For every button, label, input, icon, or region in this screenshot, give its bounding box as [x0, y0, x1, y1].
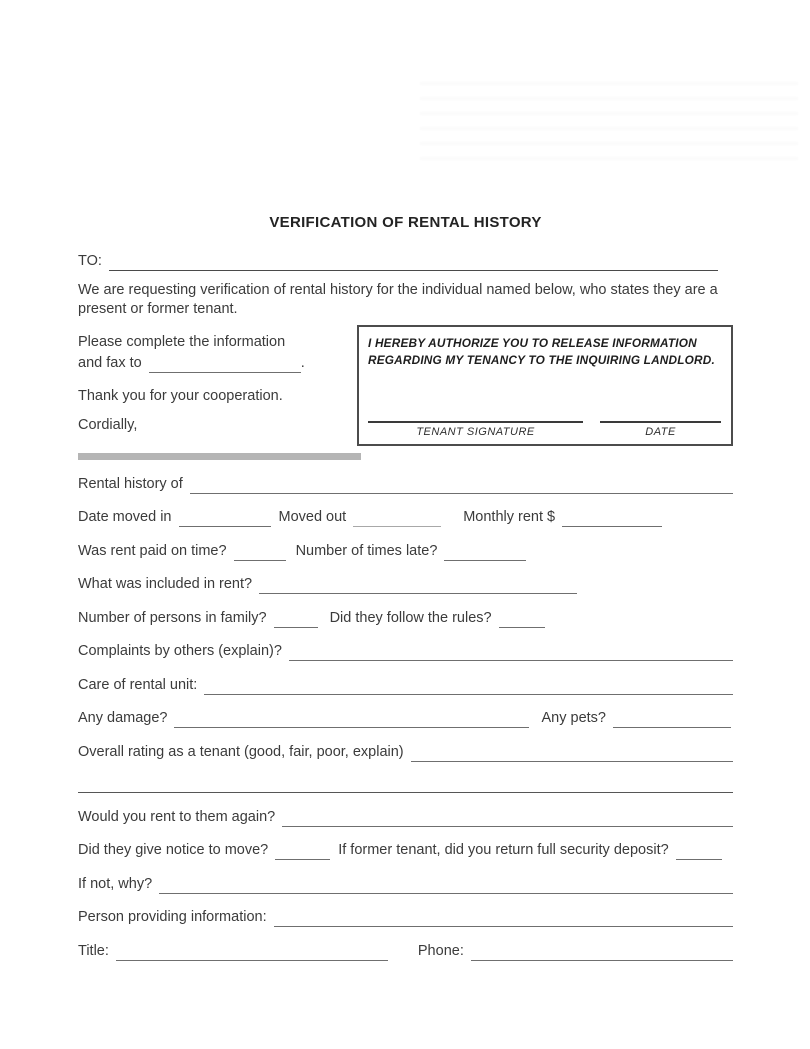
mid-section — [78, 325, 733, 446]
any-pets-input[interactable] — [613, 712, 731, 728]
signature-date-input[interactable] — [600, 421, 721, 423]
if-not-why-label: If not, why? — [78, 875, 153, 892]
if-not-why-row — [78, 875, 733, 894]
times-late-label: Number of times late? — [295, 542, 438, 559]
security-deposit-input[interactable] — [676, 844, 722, 860]
persons-in-family-label: Number of persons in family? — [78, 609, 267, 626]
overall-rating-input[interactable] — [411, 746, 733, 762]
fax-period: . — [300, 355, 305, 371]
moved-out-label: Moved out — [278, 509, 347, 525]
authorization-line1: I HEREBY AUTHORIZE YOU TO RELEASE INFORMATION — [368, 336, 697, 350]
closing-text: Cordially, — [78, 417, 138, 433]
person-providing-input[interactable] — [274, 911, 733, 927]
tenant-signature-block — [368, 421, 583, 438]
date-label: DATE — [645, 426, 676, 438]
care-of-unit-input[interactable] — [204, 679, 733, 695]
to-label: TO: — [78, 253, 102, 269]
rental-history-label: Rental history of — [78, 475, 183, 492]
to-input[interactable] — [109, 255, 718, 271]
phone-input[interactable] — [471, 945, 733, 961]
rent-on-time-input[interactable] — [234, 545, 286, 561]
fax-number-input[interactable] — [149, 357, 301, 373]
monthly-rent-label: Monthly rent $ — [463, 509, 556, 525]
signature-area — [368, 421, 721, 438]
overall-rating-label: Overall rating as a tenant (good, fair, poor, explain) — [78, 743, 404, 760]
any-pets-label: Any pets? — [541, 710, 606, 726]
tenant-signature-input[interactable] — [368, 421, 583, 423]
security-deposit-label: If former tenant, did you return full security deposit? — [338, 842, 669, 858]
follow-rules-input[interactable] — [499, 612, 545, 628]
title-label: Title: — [78, 942, 109, 959]
notice-deposit-row — [78, 841, 733, 860]
rent-again-row — [78, 808, 733, 827]
rent-again-input[interactable] — [282, 811, 733, 827]
fax-label: and fax to — [78, 355, 142, 371]
any-damage-label: Any damage? — [78, 710, 168, 726]
complaints-row — [78, 642, 733, 661]
date-moved-in-input[interactable] — [179, 511, 271, 527]
rent-paid-row — [78, 542, 733, 561]
notice-to-move-label: Did they give notice to move? — [78, 842, 269, 858]
person-providing-label: Person providing information: — [78, 909, 267, 925]
thank-you-text: Thank you for your cooperation. — [78, 388, 283, 404]
care-of-unit-label: Care of rental unit: — [78, 676, 198, 693]
overall-rating-continuation-row — [78, 782, 733, 793]
persons-in-family-input[interactable] — [274, 612, 318, 628]
damage-pets-row — [78, 709, 733, 728]
any-damage-input[interactable] — [174, 712, 529, 728]
please-complete-text: Please complete the information — [78, 334, 286, 350]
to-row — [78, 252, 718, 271]
if-not-why-input[interactable] — [159, 878, 733, 894]
monthly-rent-input[interactable] — [562, 511, 662, 527]
family-rules-row — [78, 609, 733, 628]
title-phone-row — [78, 942, 733, 961]
fax-row — [78, 354, 357, 373]
overall-rating-continuation-input[interactable] — [78, 782, 733, 793]
dates-rent-row — [78, 508, 733, 527]
cover-letter-column — [78, 325, 357, 433]
section-divider-bar — [78, 453, 361, 460]
moved-out-input[interactable] — [353, 511, 441, 527]
included-in-rent-row — [78, 575, 733, 594]
follow-rules-label: Did they follow the rules? — [329, 609, 492, 626]
tenant-signature-label: TENANT SIGNATURE — [416, 426, 535, 438]
intro-paragraph: We are requesting verification of rental history for the individual named below, who states they are a present or former tenant. — [78, 282, 718, 317]
page-title: VERIFICATION OF RENTAL HISTORY — [269, 214, 542, 231]
phone-label: Phone: — [417, 942, 464, 959]
authorization-box — [357, 325, 733, 446]
rental-history-input[interactable] — [190, 478, 733, 494]
overall-rating-row — [78, 743, 733, 762]
person-providing-row — [78, 908, 733, 927]
form-content — [78, 0, 733, 961]
rent-again-label: Would you rent to them again? — [78, 808, 276, 825]
rent-on-time-label: Was rent paid on time? — [78, 542, 227, 559]
notice-to-move-input[interactable] — [275, 844, 330, 860]
care-of-unit-row — [78, 676, 733, 695]
included-in-rent-input[interactable] — [259, 578, 577, 594]
authorization-line2: REGARDING MY TENANCY TO THE INQUIRING LANDLORD. — [368, 352, 715, 367]
times-late-input[interactable] — [444, 545, 526, 561]
date-moved-in-label: Date moved in — [78, 509, 172, 525]
date-block — [600, 421, 721, 438]
title-input[interactable] — [116, 945, 388, 961]
complaints-label: Complaints by others (explain)? — [78, 643, 282, 659]
complaints-input[interactable] — [289, 645, 733, 661]
rental-history-row — [78, 475, 733, 494]
included-in-rent-label: What was included in rent? — [78, 576, 253, 592]
